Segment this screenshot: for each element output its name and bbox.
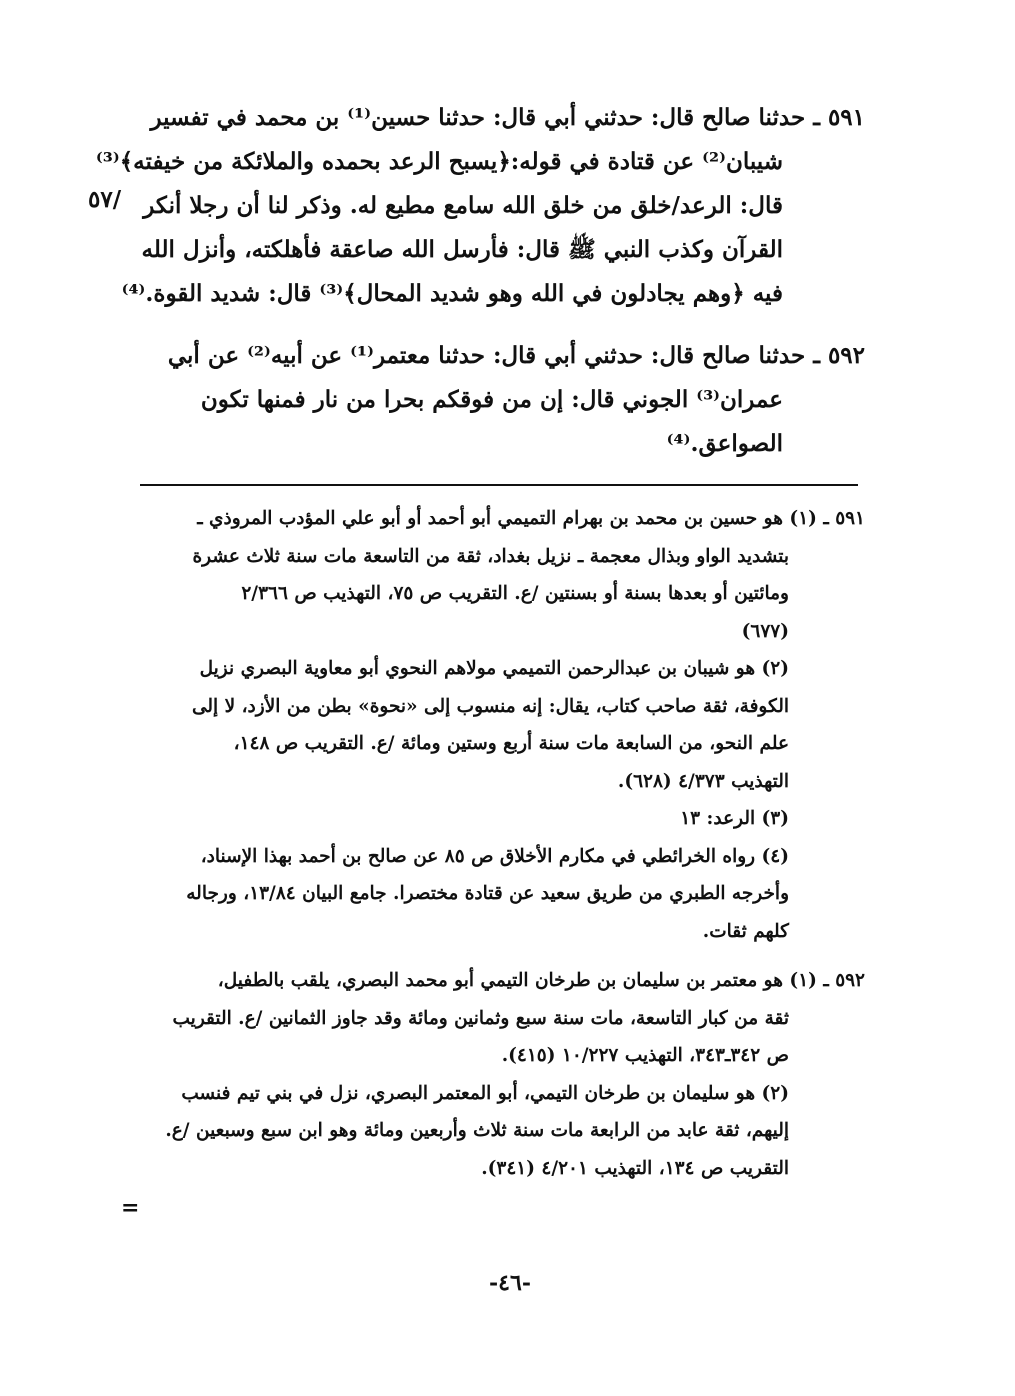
footnote-591-line: وأخرجه الطبري من طريق سعيد عن قتادة مختصرا. جامع البيان ١٣/٨٤، ورجاله <box>186 883 789 904</box>
footnote-592-line: ثقة من كبار التاسعة، مات سنة سبع وثمانين ومائة وقد جاوز الثمانين /ع. التقريب <box>172 1007 789 1029</box>
footnote-separator <box>140 484 858 486</box>
footnote-592-line: ص ٣٤٢ـ٣٤٣، التهذيب ١٠/٢٢٧ (٤١٥). <box>501 1045 789 1066</box>
footnote-592-line: ٥٩٢ ـ (١) هو معتمر بن سليمان بن طرخان التيمي أبو محمد البصري، يلقب بالطفيل، <box>217 970 865 991</box>
page-number: -٤٦- <box>489 1270 531 1296</box>
hadith-592-line-3: الصواعق.⁽⁴⁾ <box>666 430 783 457</box>
hadith-591-line-1: ٥٩١ ـ حدثنا صالح قال: حدثني أبي قال: حدثنا حسين⁽¹⁾ بن محمد في تفسير <box>150 104 865 131</box>
footnote-591-line: (٤) رواه الخرائطي في مكارم الأخلاق ص ٨٥ عن صالح بن أحمد بهذا الإسناد، <box>200 845 789 867</box>
hadith-592-line-1: ٥٩٢ ـ حدثنا صالح قال: حدثني أبي قال: حدثنا معتمر⁽¹⁾ عن أبيه⁽²⁾ عن أبي <box>167 342 865 369</box>
footnotes <box>140 500 865 1187</box>
footnote-591-line: علم النحو، من السابعة مات سنة أربع وستين ومائة /ع. التقريب ص ١٤٨، <box>233 733 789 754</box>
hadith-591-line-5: فيه ﴿وهم يجادلون في الله وهو شديد المحال﴾⁽³⁾ قال: شديد القوة.⁽⁴⁾ <box>121 280 783 307</box>
hadith-591-line-4: القرآن وكذب النبي ﷺ قال: فأرسل الله صاعقة فأهلكته، وأنزل الله <box>141 236 783 263</box>
hadith-592-line-2: عمران⁽³⁾ الجوني قال: إن من فوقكم بحرا من نار فمنها تكون <box>200 386 783 413</box>
footnote-591-line: كلهم ثقات. <box>702 920 789 942</box>
footnote-591-line: بتشديد الواو وبذال معجمة ـ نزيل بغداد، ثقة من التاسعة مات سنة ثلاث عشرة <box>192 545 789 567</box>
footnote-591-line: (٦٧٧) <box>741 620 789 642</box>
footnote-591-line: (٢) هو شيبان بن عبدالرحمن التميمي مولاهم النحوي أبو معاوية البصري نزيل <box>199 658 789 679</box>
continuation-mark: = <box>121 1195 140 1221</box>
manuscript-folio-ref: /٥٧ <box>88 186 122 213</box>
footnote-592-line: (٢) هو سليمان بن طرخان التيمي، أبو المعتمر البصري، نزل في بني تيم فنسب <box>181 1082 789 1104</box>
hadith-591-line-2: شيبان⁽²⁾ عن قتادة في قوله:﴿يسبح الرعد بحمده والملائكة من خيفته﴾⁽³⁾ <box>95 148 783 175</box>
hadith-591-line-3: قال: الرعد/خلق من خلق الله سامع مطيع له. وذكر لنا أن رجلا أنكر <box>143 192 783 219</box>
footnote-592-line: التقريب ص ١٣٤، التهذيب ٤/٢٠١ (٣٤١). <box>481 1157 789 1179</box>
footnote-592-line: إليهم، ثقة عابد من الرابعة مات سنة ثلاث وأربعين ومائة وهو ابن سبع وسبعين /ع. <box>165 1120 789 1141</box>
footnote-591-line: (٣) الرعد: ١٣ <box>680 808 789 829</box>
footnote-591-line: التهذيب ٤/٣٧٣ (٦٢٨). <box>617 770 789 792</box>
footnote-591-line: الكوفة، ثقة صاحب كتاب، يقال: إنه منسوب إلى «نحوة» بطن من الأزد، لا إلى <box>191 695 789 717</box>
footnote-591-line: ومائتين أو بعدها بسنة أو بسنتين /ع. التقريب ص ٧٥، التهذيب ص ٢/٣٦٦ <box>241 583 789 604</box>
footnote-591-line: ٥٩١ ـ (١) هو حسين بن محمد بن بهرام التميمي أبو أحمد أو أبو علي المؤدب المروذي ـ <box>197 508 865 529</box>
